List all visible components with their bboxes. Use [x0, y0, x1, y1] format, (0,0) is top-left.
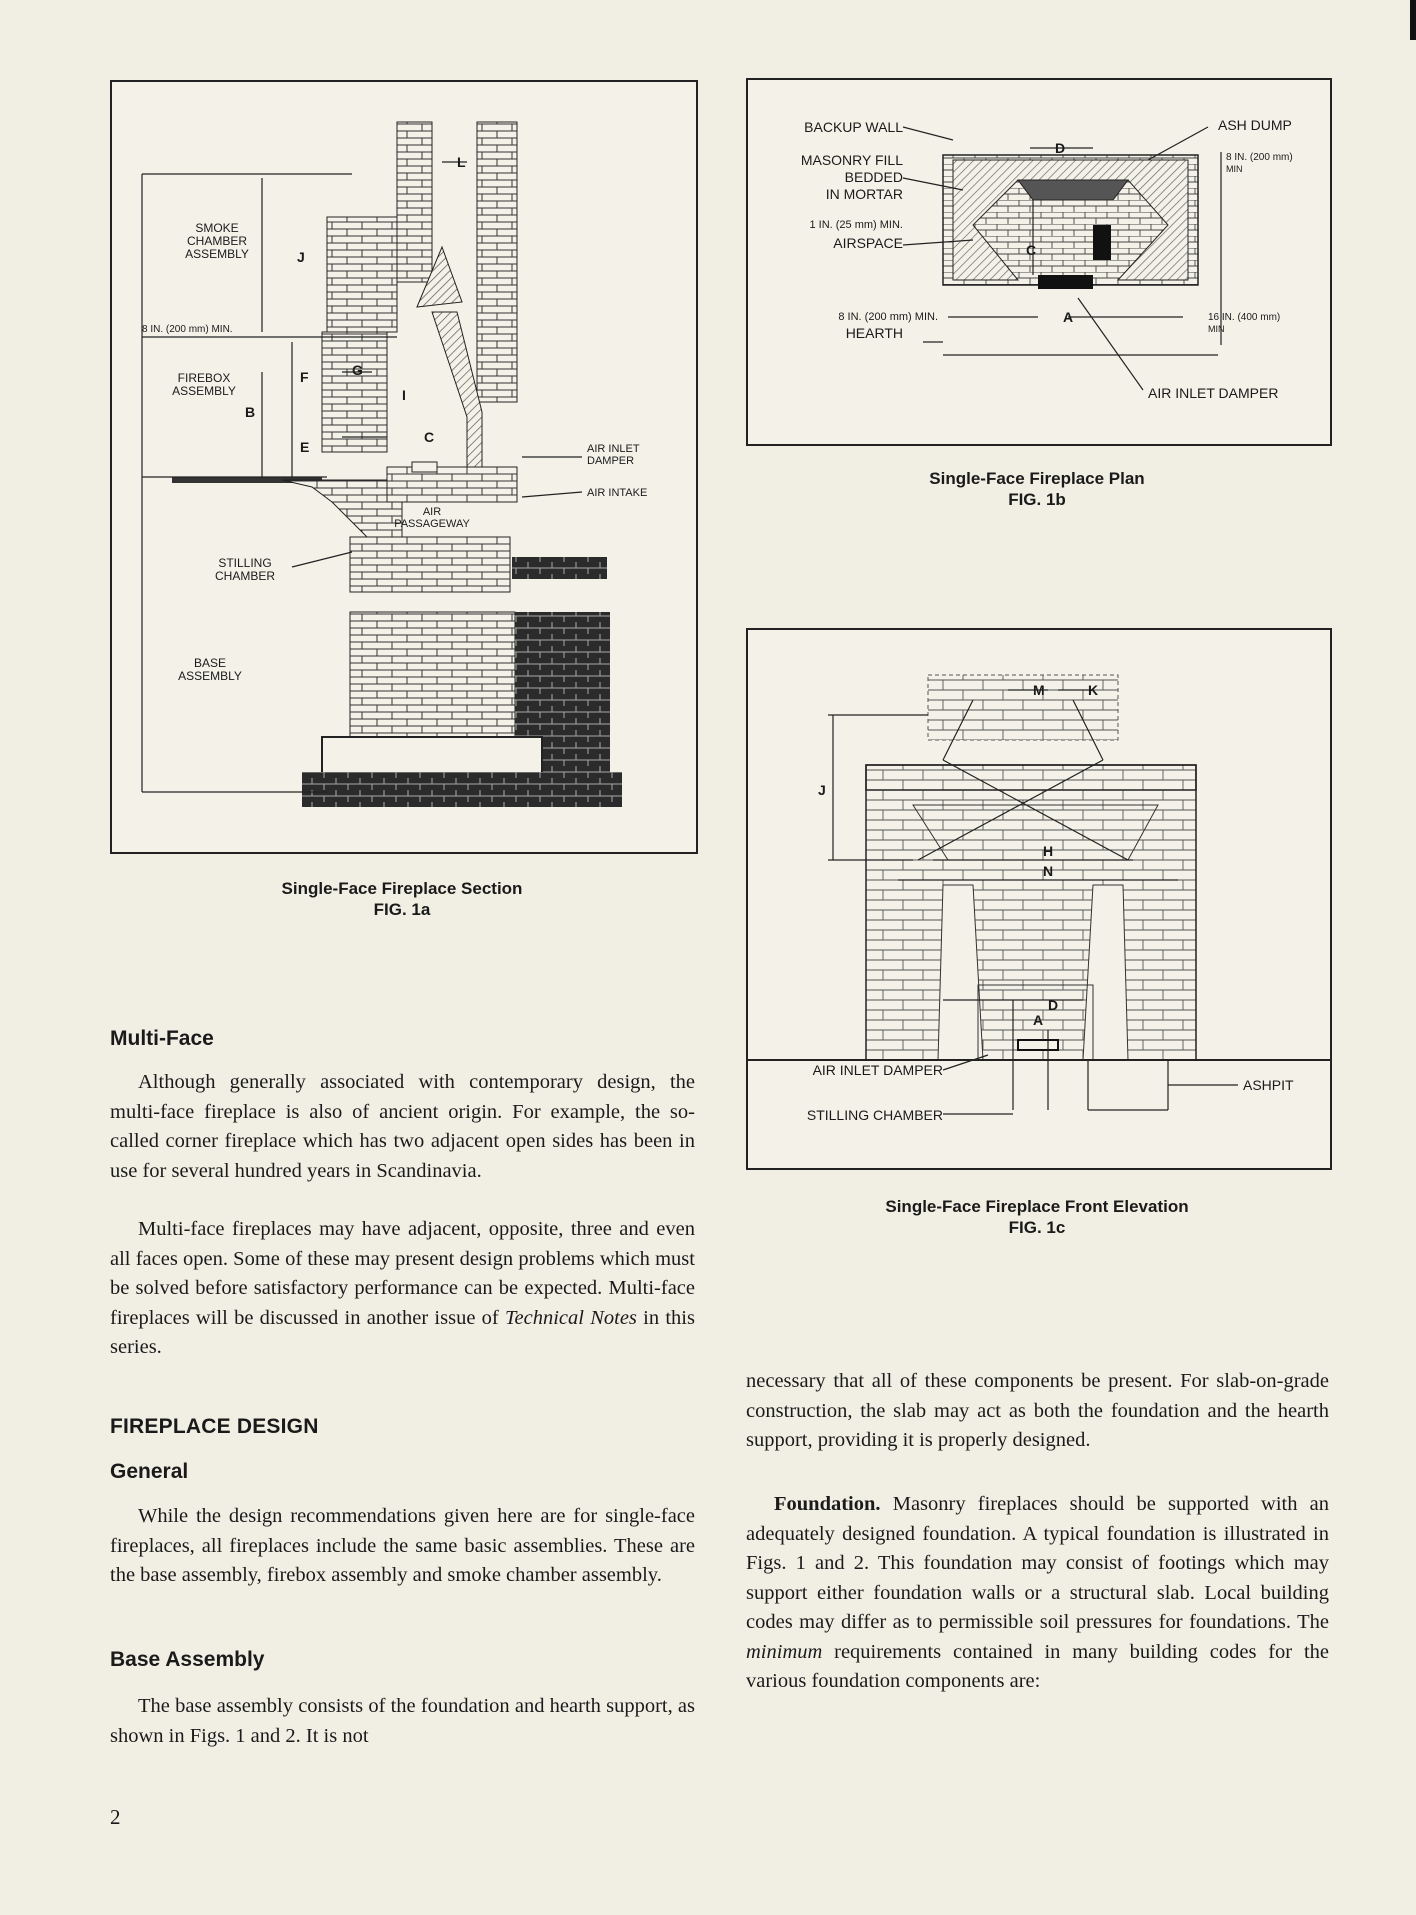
figure-1b-box — [746, 78, 1332, 446]
callout-smoke-chamber-1: SMOKE — [195, 221, 239, 235]
dim-letter-l: L — [457, 154, 466, 170]
dim-letter-k: K — [1088, 682, 1099, 698]
paragraph-foundation-text: Masonry fireplaces should be supported with an adequately designed foundation. A typical foundation is illustrated in Figs. 1 and 2. This foundation may consist of footings which may support either foundation walls or a structural slab. Local building codes may differ as to permissible soil pressures for foundations. The — [746, 1493, 1329, 1633]
dim-letter-h: H — [1043, 843, 1054, 859]
callout-stilling-2: CHAMBER — [214, 569, 276, 583]
dim-letter-g: G — [352, 362, 363, 378]
figure-1a-drawing — [112, 82, 696, 852]
page-number: 2 — [110, 1805, 121, 1829]
dim-letter-n: N — [1043, 863, 1054, 879]
figure-1a-label: FIG. 1a — [373, 900, 431, 919]
dim-letter-a: A — [1063, 309, 1074, 325]
heading-base-assembly: Base Assembly — [110, 1648, 265, 1671]
paragraph-base-assembly: The base assembly consists of the foundation and hearth support, as shown in Figs. 1 and 2. It is not — [110, 1695, 695, 1747]
callout-hearth-2: HEARTH — [845, 325, 903, 341]
callout-stilling-chamber-c: STILLING CHAMBER — [806, 1107, 943, 1123]
figure-1c-box — [746, 628, 1332, 1170]
callout-air-inlet-damper-c: AIR INLET DAMPER — [812, 1062, 943, 1078]
dim-letter-j-c: J — [818, 782, 826, 798]
callout-air-inlet-2: DAMPER — [587, 455, 635, 467]
heading-fireplace-design: FIREPLACE DESIGN — [110, 1415, 319, 1438]
paragraph-multi-face-2-end: in this series. — [110, 1306, 695, 1358]
figure-1b-label: FIG. 1b — [1008, 490, 1066, 509]
callout-air-inlet-1: AIR INLET — [587, 443, 640, 455]
paragraph-continued: necessary that all of these components be present. For slab-on-grade construction, the slab may act as both the foundation and the hearth support, providing it is properly designed. — [746, 1370, 1329, 1451]
heading-multi-face: Multi-Face — [110, 1027, 214, 1050]
dim-letter-c-b: C — [1026, 242, 1037, 258]
paragraph-multi-face-2 — [110, 1215, 695, 1363]
callout-masonry-fill-3: IN MORTAR — [825, 186, 903, 202]
figure-1b-title: Single-Face Fireplace Plan — [929, 469, 1145, 488]
figure-1c-title: Single-Face Fireplace Front Elevation — [885, 1197, 1189, 1216]
callout-smoke-chamber-3: ASSEMBLY — [185, 247, 249, 261]
dim-letter-m: M — [1033, 682, 1045, 698]
figure-1c-label: FIG. 1c — [1008, 1218, 1066, 1237]
paragraph-multi-face-1: Although generally associated with contemporary design, the multi-face fireplace is also of ancient origin. For example, the so-called corner fireplace which has two adjacent open sides has been in use for several hundred years in Scandinavia. — [110, 1071, 695, 1182]
dim-letter-f: F — [300, 369, 309, 385]
heading-general: General — [110, 1460, 189, 1483]
paragraph-general: While the design recommendations given here are for single-face fireplaces, all fireplaces include the same basic assemblies. These are the base assembly, firebox assembly and smoke chamber assembly. — [110, 1505, 695, 1586]
dim-letter-d-c: D — [1048, 997, 1059, 1013]
paragraph-multi-face-2-text: Multi-face fireplaces may have adjacent, opposite, three and even all faces open. Some of these may present design problems which must be solved before satisfactory performance can be expected. Multi-face fireplaces will be discussed in another issue of — [110, 1218, 695, 1329]
page-edge-mark — [1410, 0, 1416, 40]
minimum-emphasis: minimum — [746, 1640, 823, 1663]
callout-masonry-fill-1: MASONRY FILL — [800, 152, 903, 168]
callout-8in-right-2: MIN — [1226, 164, 1243, 174]
dim-letter-d: D — [1055, 140, 1066, 156]
figure-1a-caption — [110, 878, 694, 920]
figure-1c-drawing — [748, 630, 1330, 1168]
callout-airspace-1: 1 IN. (25 mm) MIN. — [809, 219, 903, 231]
callout-ashpit: ASHPIT — [1243, 1077, 1294, 1093]
figure-1b-drawing — [748, 80, 1330, 444]
callout-firebox-2: ASSEMBLY — [172, 384, 236, 398]
figure-1a-title: Single-Face Fireplace Section — [281, 879, 523, 898]
callout-firebox-1: FIREBOX — [177, 371, 231, 385]
callout-masonry-fill-2: BEDDED — [844, 169, 903, 185]
technical-notes-title: Technical Notes — [505, 1306, 637, 1329]
dim-letter-j: J — [297, 249, 305, 265]
callout-base-2: ASSEMBLY — [178, 669, 242, 683]
callout-airspace-2: AIRSPACE — [833, 235, 903, 251]
callout-hearth-1: 8 IN. (200 mm) MIN. — [838, 311, 938, 323]
dim-letter-b: B — [245, 404, 256, 420]
callout-air-inlet-damper-b: AIR INLET DAMPER — [1148, 385, 1279, 401]
dim-letter-a-c: A — [1033, 1012, 1044, 1028]
figure-1b-caption — [746, 468, 1328, 510]
callout-air-passageway-2: PASSAGEWAY — [394, 518, 470, 530]
callout-8in-right-1: 8 IN. (200 mm) — [1226, 152, 1293, 163]
callout-backup-wall: BACKUP WALL — [804, 119, 903, 135]
callout-ash-dump: ASH DUMP — [1218, 117, 1292, 133]
foundation-lead: Foundation. — [774, 1493, 881, 1515]
dim-letter-e: E — [300, 439, 310, 455]
callout-air-intake: AIR INTAKE — [587, 487, 648, 499]
figure-1a-box — [110, 80, 698, 854]
callout-air-passageway-1: AIR — [422, 506, 442, 518]
paragraph-foundation — [746, 1490, 1329, 1697]
callout-16in-2: MIN — [1208, 324, 1225, 334]
dim-letter-c: C — [424, 429, 435, 445]
dim-letter-i: I — [402, 387, 406, 403]
callout-8in-min: 8 IN. (200 mm) MIN. — [142, 324, 233, 335]
callout-base-1: BASE — [193, 656, 227, 670]
paragraph-foundation-end: requirements contained in many building codes for the various foundation components are: — [746, 1640, 1329, 1692]
figure-1c-caption — [746, 1196, 1328, 1238]
callout-smoke-chamber-2: CHAMBER — [186, 234, 248, 248]
callout-stilling-1: STILLING — [218, 556, 272, 570]
callout-16in-1: 16 IN. (400 mm) — [1208, 312, 1281, 323]
